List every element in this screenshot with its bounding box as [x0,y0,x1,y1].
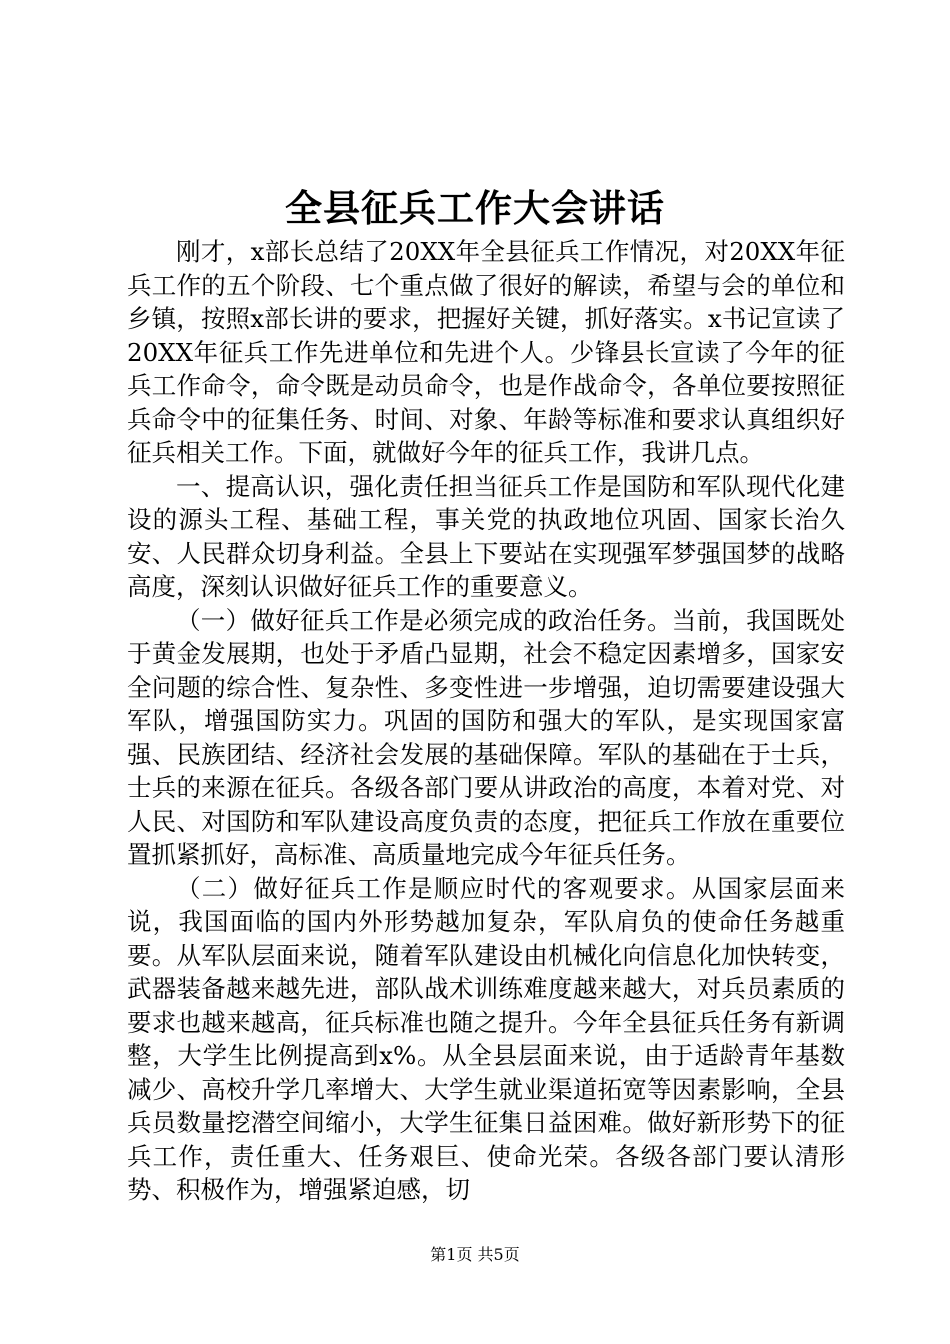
page-number-footer: 第1页 共5页 [430,1245,520,1264]
paragraph-section-1: 一、提高认识，强化责任担当征兵工作是国防和军队现代化建设的源头工程、基础工程，事关党的执政地位巩固、国家长治久安、人民群众切身利益。全县上下要站在实现强军梦强国梦的战略高度，深刻认识做好征兵工作的重要意义。 [127,471,845,601]
paragraph-subsection-1: （一）做好征兵工作是必须完成的政治任务。当前，我国既处于黄金发展期，也处于矛盾凸显期，社会不稳定因素增多，国家安全问题的综合性、复杂性、多变性进一步增强，迫切需要建设强大军队，增强国防实力。巩固的国防和强大的军队，是实现国家富强、民族团结、经济社会发展的基础保障。军队的基础在于士兵，士兵的来源在征兵。各级各部门要从讲政治的高度，本着对党、对人民、对国防和军队建设高度负责的态度，把征兵工作放在重要位置抓紧抓好，高标准、高质量地完成今年征兵任务。 [127,605,845,869]
document-body [127,235,845,1207]
paragraph-subsection-2: （二）做好征兵工作是顺应时代的客观要求。从国家层面来说，我国面临的国内外形势越加复杂，军队肩负的使命任务越重要。从军队层面来说，随着军队建设由机械化向信息化加快转变，武器装备越来越先进，部队战术训练难度越来越大，对兵员素质的要求也越来越高，征兵标准也随之提升。今年全县征兵任务有新调整，大学生比例提高到x%。从全县层面来说，由于适龄青年基数减少、高校升学几率增大、大学生就业渠道拓宽等因素影响，全县兵员数量挖潜空间缩小，大学生征集日益困难。做好新形势下的征兵工作，责任重大、任务艰巨、使命光荣。各级各部门要认清形势、积极作为，增强紧迫感，切 [127,873,845,1204]
paragraph-intro: 刚才，x部长总结了20XX年全县征兵工作情况，对20XX年征兵工作的五个阶段、七个重点做了很好的解读，希望与会的单位和乡镇，按照x部长讲的要求，把握好关键，抓好落实。x书记宣读了20XX年征兵工作先进单位和先进个人。少锋县长宣读了今年的征兵工作命令，命令既是动员命令，也是作战命令，各单位要按照征兵命令中的征集任务、时间、对象、年龄等标准和要求认真组织好征兵相关工作。下面，就做好今年的征兵工作，我讲几点。 [127,237,845,467]
document-title: 全县征兵工作大会讲话 [285,186,665,230]
